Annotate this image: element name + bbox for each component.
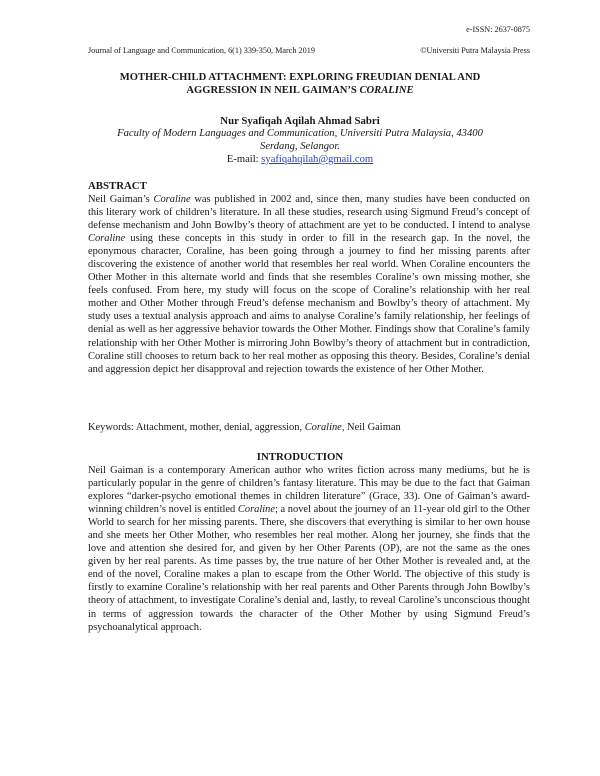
e-issn: e-ISSN: 2637-0875 — [466, 25, 530, 34]
author-affiliation: Faculty of Modern Languages and Communication, Universiti Putra Malaysia, 43400 Serdang, Selangor. — [117, 128, 483, 152]
publisher-copyright: ©Universiti Putra Malaysia Press — [420, 46, 530, 55]
author-name: Nur Syafiqah Aqilah Ahmad Sabri — [220, 115, 380, 127]
email-link[interactable]: syafiqahqilah@gmail.com — [261, 154, 374, 165]
abstract-heading: ABSTRACT — [88, 180, 147, 192]
abstract-body: Neil Gaiman’s Coraline was published in 2002 and, since then, many studies have been conducted on this literary work of children’s literature. In all these studies, research using Sigmund Freud’s concept of defense mechanism and John Bowlby’s theory of attachment are yet to be conducted. I intend to analyse Coraline using these concepts in this study in order to fill in the research gap. In the novel, the eponymous character, Coraline, has been going through a journey to find her missing parents after discovering the existence of another world that resembles her real world. When Coraline encounters the Other Mother in this alternate world and finds that she resembles Coraline’s own missing mother, she feels confused. From here, my study will focus on the scope of Coraline’s relationship with her real mother and Other Mother through Freud’s defense mechanism and Bowlby’s theory of attachment. My study uses a textual analysis approach and aims to analyse Coraline’s family relationship, her feelings of denial as well as her aggressive behavior towards the Other Mother. Findings show that Coraline’s family relationship with her Other Mother is mirroring John Bowlby’s theory of attachment but in contradiction, Coraline still chooses to return back to her real mother as opposing this theory. Besides, Coraline’s denial and aggression depict her disapproval and rejection towards the existence of her Other Mother. — [88, 194, 530, 375]
title-book-name: CORALINE — [359, 85, 414, 96]
keywords: Keywords: Attachment, mother, denial, aggression, Coraline, Neil Gaiman — [88, 422, 401, 433]
introduction-body: Neil Gaiman is a contemporary American author who writes fiction across many mediums, but he is particularly popular in the genre of children’s fantasy literature. This may be due to the fact that Gaiman explores “darker-psycho emotional themes in children literature” (Grace, 33). One of Gaiman’s award-winning children’s novel is entitled Coraline; a novel about the journey of an 11-year old girl to the Other World to search for her missing parents. There, she discovers that everything is similar to her own house and she meets her Other Mother, who resembles her real mother. Along her journey, she finds that the love and attention she desired for, and given by her Other Parents (OP), are not the same as the ones given by her real parents. As time passes by, the true nature of her Other Mother is revealed and, at the end of the novel, Coraline makes a plan to escape from the Other World. The objective of this study is firstly to examine Coraline’s relationship with her real parents and Other Parents through John Bowlby’s theory of attachment, to investigate Coraline’s denial and, lastly, to reveal Caroline’s unconscious thought in terms of aggression towards the character of the Other Mother by using Sigmund Freud’s psychoanalytical approach. — [88, 465, 531, 633]
paper-title — [70, 71, 530, 97]
title-line-2: AGGRESSION IN NEIL GAIMAN’S CORALINE — [186, 85, 414, 96]
author-email: E-mail: syafiqahqilah@gmail.com — [226, 154, 374, 165]
journal-citation: Journal of Language and Communication, 6(1) 339-350, March 2019 — [88, 46, 315, 55]
title-line-1: MOTHER-CHILD ATTACHMENT: EXPLORING FREUDIAN DENIAL AND — [119, 72, 481, 83]
introduction-heading: INTRODUCTION — [256, 451, 344, 463]
